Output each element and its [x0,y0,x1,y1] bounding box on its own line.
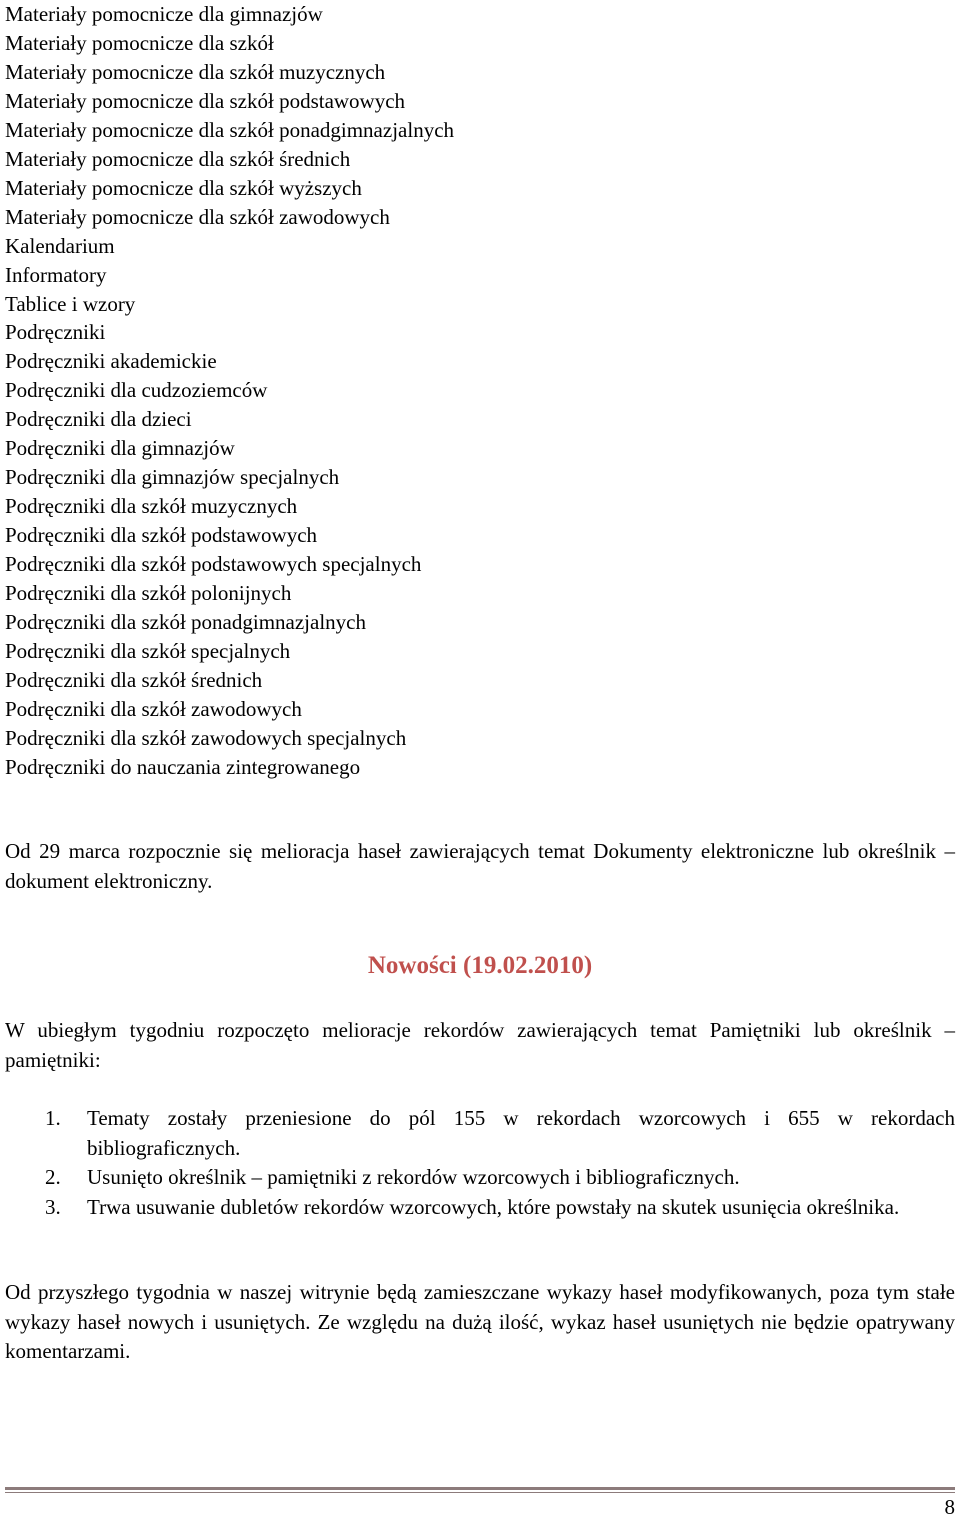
term-item: Podręczniki [5,320,106,345]
term-item: Materiały pomocnicze dla szkół muzycznych [5,59,386,84]
term-item: Podręczniki dla cudzoziemców [5,378,268,403]
term-item: Podręczniki dla szkół polonijnych [5,581,292,606]
list-item-number: 1. [45,1106,61,1130]
term-item: Materiały pomocnicze dla szkół ponadgimnazjalnych [5,117,455,142]
list-item-number: 3. [45,1194,61,1219]
term-item: Kalendarium [5,233,115,258]
term-item: Materiały pomocnicze dla szkół średnich [5,146,351,171]
term-item: Materiały pomocnicze dla szkół [5,30,274,55]
term-item: Podręczniki dla szkół podstawowych specjalnych [5,552,422,577]
term-item: Podręczniki dla gimnazjów [5,436,235,461]
subject-term-list [5,0,454,782]
list-item-number: 2. [45,1165,61,1189]
term-item: Materiały pomocnicze dla szkół podstawowych [5,88,406,113]
news-outro: Od przyszłego tygodnia w naszej witrynie będą zamieszczane wykazy haseł modyfikowanych, poza tym stałe wykazy haseł nowych i usuniętych. Ze względu na dużą ilość, wykaz haseł usuniętych nie będzie opatrywany komentarzami. [5,1280,955,1363]
footer-divider [5,1487,955,1490]
list-item [5,1193,955,1223]
term-item: Podręczniki dla szkół ponadgimnazjalnych [5,610,366,635]
term-item: Materiały pomocnicze dla szkół wyższych [5,175,362,200]
term-item: Podręczniki dla szkół średnich [5,667,263,692]
list-item-text: Usunięto określnik – pamiętniki z rekordów wzorcowych i bibliograficznych. [87,1165,740,1189]
term-item: Podręczniki dla dzieci [5,407,192,432]
term-item: Podręczniki dla szkół zawodowych [5,696,302,721]
list-item [5,1104,955,1163]
footer-divider-thin [5,1492,955,1493]
term-item: Podręczniki akademickie [5,349,217,374]
term-item: Materiały pomocnicze dla gimnazjów [5,2,323,26]
news-intro: W ubiegłym tygodniu rozpoczęto melioracje rekordów zawierających temat Pamiętniki lub określnik – pamiętniki: [5,1018,955,1072]
list-item [5,1163,955,1193]
news-heading: Nowości (19.02.2010) [367,952,593,979]
term-item: Podręczniki dla szkół podstawowych [5,523,318,548]
term-item: Informatory [5,262,107,287]
melioration-notice: Od 29 marca rozpocznie się melioracja haseł zawierających temat Dokumenty elektroniczne lub określnik – dokument elektroniczny. [5,839,955,893]
term-item: Podręczniki dla gimnazjów specjalnych [5,465,340,490]
term-item: Podręczniki dla szkół specjalnych [5,638,291,663]
list-item-text: Trwa usuwanie dubletów rekordów wzorcowych, które powstały na skutek usunięcia określnika. [87,1194,900,1219]
term-item: Podręczniki dla szkół muzycznych [5,494,298,519]
term-item: Podręczniki dla szkół zawodowych specjalnych [5,725,407,750]
term-item: Tablice i wzory [5,291,136,316]
term-item: Materiały pomocnicze dla szkół zawodowych [5,204,390,229]
news-steps-list [5,1104,955,1222]
list-item-text: Tematy zostały przeniesione do pól 155 w rekordach wzorcowych i 655 w rekordach bibliograficznych. [87,1106,955,1160]
term-item: Podręczniki do nauczania zintegrowanego [5,754,361,779]
page-number: 8 [944,1495,955,1519]
